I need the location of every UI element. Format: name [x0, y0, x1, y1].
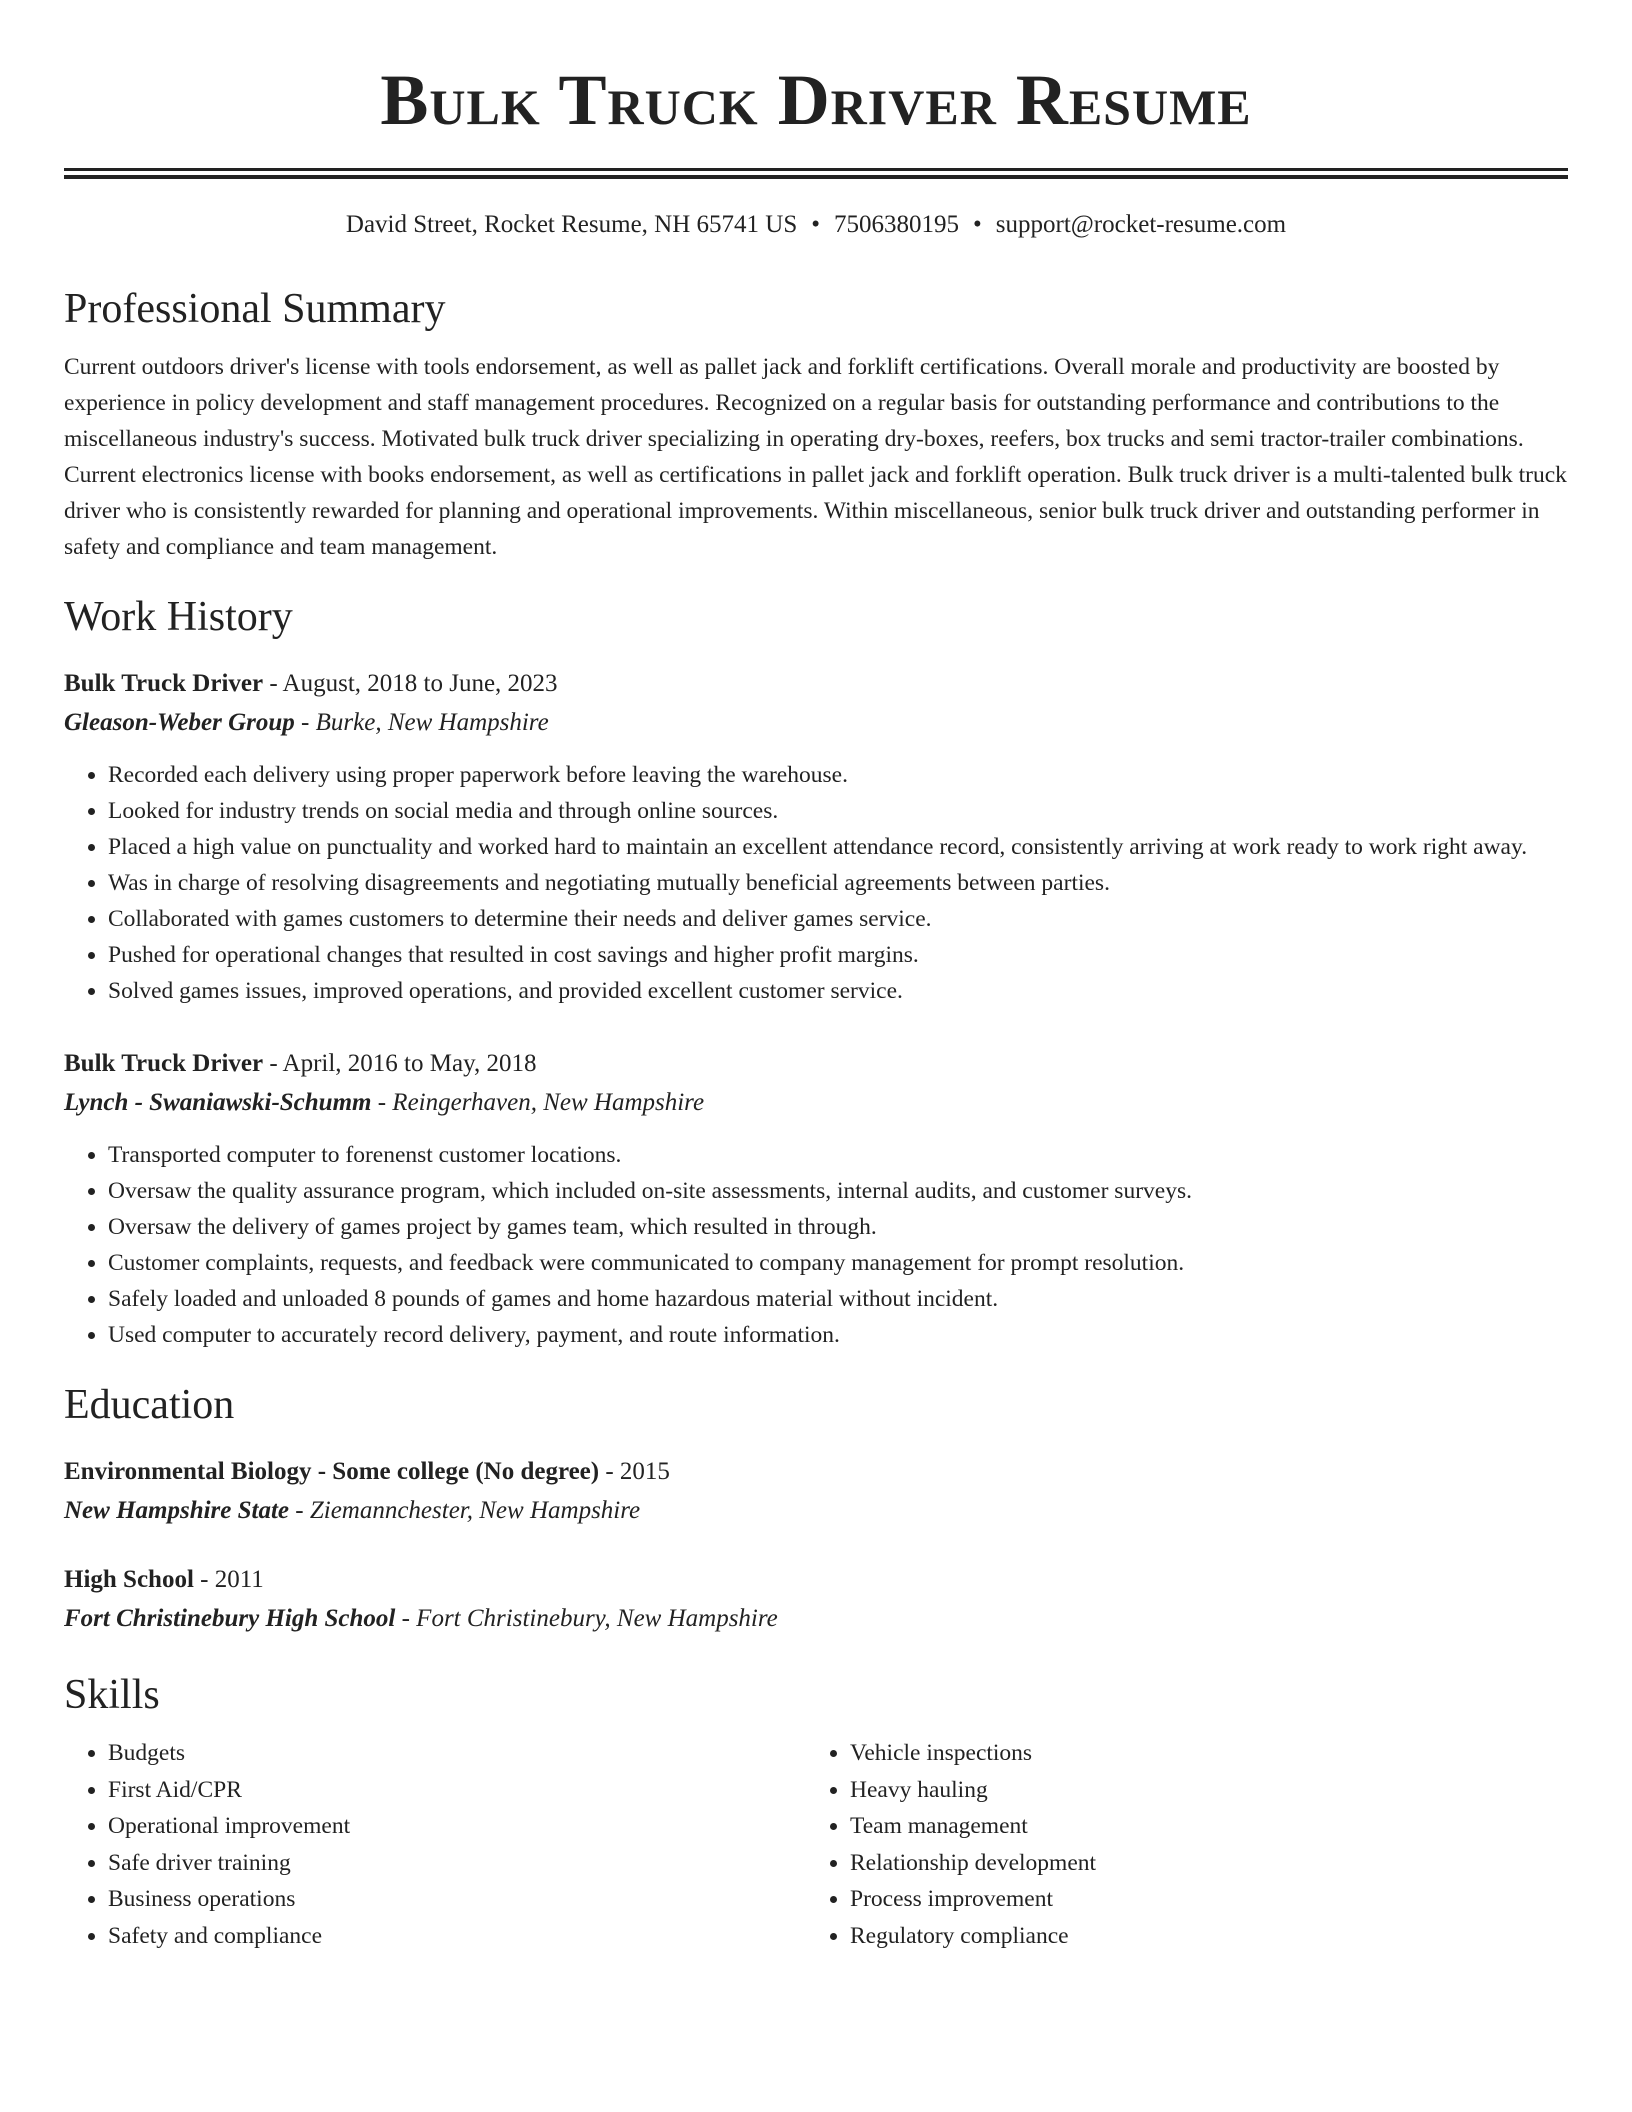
contact-phone: 7506380195: [834, 211, 960, 238]
education-degree: Environmental Biology - Some college (No degree): [64, 1458, 600, 1485]
education-entry: [64, 1561, 1568, 1639]
skill-item: • Regulatory compliance: [850, 1918, 1548, 1955]
education-location: - Fort Christinebury, New Hampshire: [395, 1605, 778, 1632]
education-year: - 2015: [599, 1458, 670, 1485]
work-history-heading: Work History: [64, 594, 293, 640]
skill-item: • Vehicle inspections: [850, 1735, 1548, 1772]
education-degree-line: [64, 1453, 1568, 1491]
skills-grid: [64, 1735, 1568, 1954]
skill-item: • Relationship development: [850, 1845, 1548, 1882]
job-location: - Burke, New Hampshire: [294, 709, 549, 736]
job-bullet: • Safely loaded and unloaded 8 pounds of games and home hazardous material without incident.: [108, 1281, 1568, 1317]
job-bullet: • Recorded each delivery using proper paperwork before leaving the warehouse.: [108, 757, 1568, 793]
job-bullet: • Transported computer to forenenst customer locations.: [108, 1137, 1568, 1173]
job-dates: - August, 2018 to June, 2023: [263, 670, 558, 697]
resume-title: Bulk Truck Driver Resume: [380, 60, 1252, 140]
contact-separator: •: [973, 211, 982, 238]
summary-heading: Professional Summary: [64, 286, 446, 332]
education-year: - 2011: [193, 1566, 264, 1593]
skill-item: • Safety and compliance: [108, 1918, 806, 1955]
contact-email: support@rocket-resume.com: [995, 211, 1287, 238]
education-school-line: [64, 1491, 1568, 1531]
contact-address: David Street, Rocket Resume, NH 65741 US: [345, 211, 798, 238]
job-bullet: • Oversaw the quality assurance program, which included on-site assessments, internal audits, and customer surveys.: [108, 1173, 1568, 1209]
skill-item: • Operational improvement: [108, 1808, 806, 1845]
job-bullets: [64, 1137, 1568, 1353]
job-bullet: • Looked for industry trends on social media and through online sources.: [108, 793, 1568, 829]
education-school: Fort Christinebury High School: [64, 1605, 396, 1632]
education-location: - Ziemannchester, New Hampshire: [289, 1497, 641, 1524]
job-title: Bulk Truck Driver: [64, 670, 264, 697]
skills-column-right: [806, 1735, 1548, 1954]
skills-list: [806, 1735, 1548, 1954]
skill-item: • Heavy hauling: [850, 1772, 1548, 1809]
education-entry: [64, 1453, 1568, 1531]
education-heading: Education: [64, 1382, 235, 1428]
job-dates: - April, 2016 to May, 2018: [263, 1050, 537, 1077]
summary-text: Current outdoors driver's license with tools endorsement, as well as pallet jack and forklift certifications. Overall morale and productivity are boosted by experience in policy development and staff management procedures. Recognized on a regular basis for outstanding performance and contributions to the miscellaneous industry's success. Motivated bulk truck driver specializing in operating dry-boxes, reefers, box trucks and semi tractor-trailer combinations. Current electronics license with books endorsement, as well as certifications in pallet jack and forklift operation. Bulk truck driver is a multi-talented bulk truck driver who is consistently rewarded for planning and operational improvements. Within miscellaneous, senior bulk truck driver and outstanding performer in safety and compliance and team management.: [64, 354, 1567, 560]
education-school-line: [64, 1599, 1568, 1639]
skill-item: • Business operations: [108, 1881, 806, 1918]
job-bullet: • Was in charge of resolving disagreements and negotiating mutually beneficial agreements between parties.: [108, 865, 1568, 901]
job-title: Bulk Truck Driver: [64, 1050, 264, 1077]
job-company: Lynch - Swaniawski-Schumm: [64, 1089, 372, 1116]
job-bullet: • Solved games issues, improved operations, and provided excellent customer service.: [108, 973, 1568, 1009]
job-bullet: • Collaborated with games customers to determine their needs and deliver games service.: [108, 901, 1568, 937]
job-location: - Reingerhaven, New Hampshire: [371, 1089, 705, 1116]
job-bullet: • Customer complaints, requests, and feedback were communicated to company management for prompt resolution.: [108, 1245, 1568, 1281]
contact-separator: •: [811, 211, 821, 238]
job-title-line: [64, 1045, 1568, 1083]
skills-list: [64, 1735, 806, 1954]
skill-item: • Team management: [850, 1808, 1548, 1845]
education-degree-line: [64, 1561, 1568, 1599]
skill-item: • Budgets: [108, 1735, 806, 1772]
skill-item: • First Aid/CPR: [108, 1772, 806, 1809]
job-entry: [64, 665, 1568, 1009]
job-bullet: • Pushed for operational changes that resulted in cost savings and higher profit margins.: [108, 937, 1568, 973]
title-divider: [64, 168, 1568, 179]
skills-column-left: [64, 1735, 806, 1954]
job-bullets: [64, 757, 1568, 1009]
education-school: New Hampshire State: [64, 1497, 290, 1524]
contact-line: [64, 209, 1568, 241]
job-bullet: • Oversaw the delivery of games project by games team, which resulted in through.: [108, 1209, 1568, 1245]
education-degree: High School: [64, 1566, 194, 1593]
skill-item: • Safe driver training: [108, 1845, 806, 1882]
job-bullet: • Used computer to accurately record delivery, payment, and route information.: [108, 1317, 1568, 1353]
skill-item: • Process improvement: [850, 1881, 1548, 1918]
job-company-line: [64, 1083, 1568, 1123]
job-title-line: [64, 665, 1568, 703]
job-entry: [64, 1045, 1568, 1353]
skills-heading: Skills: [64, 1672, 160, 1718]
job-bullet: • Placed a high value on punctuality and worked hard to maintain an excellent attendance record, consistently arriving at work ready to work right away.: [108, 829, 1568, 865]
job-company-line: [64, 703, 1568, 743]
job-company: Gleason-Weber Group: [64, 709, 295, 736]
